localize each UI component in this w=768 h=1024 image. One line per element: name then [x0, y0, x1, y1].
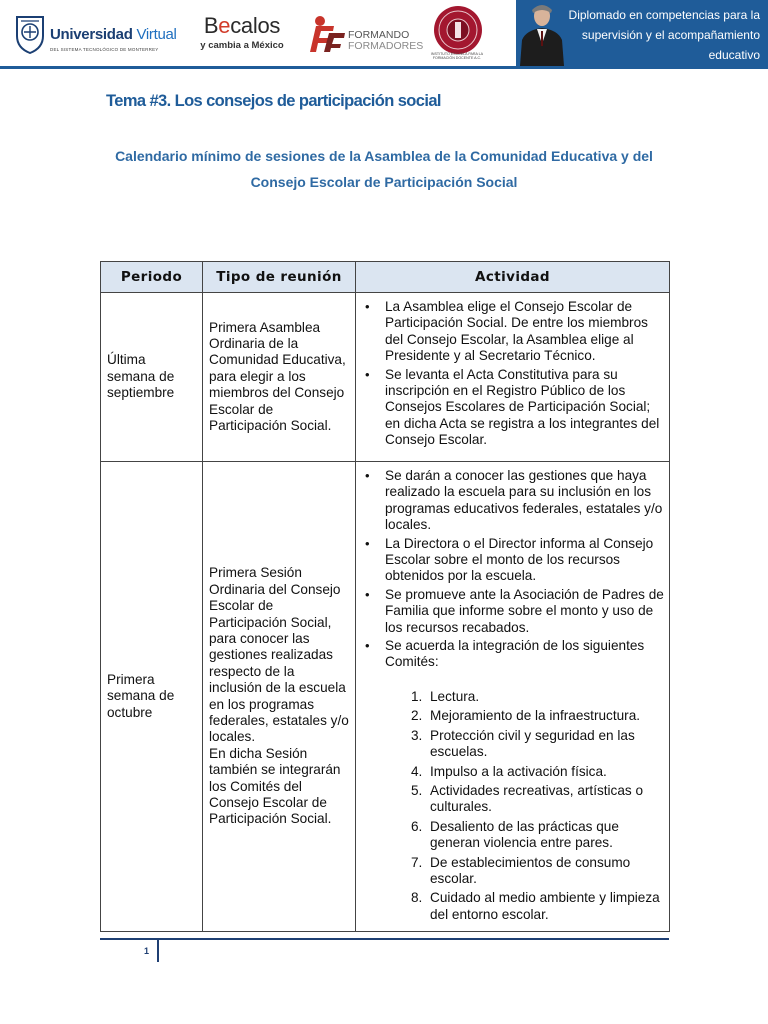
uv-wordmark: Universidad Virtual: [50, 26, 177, 43]
committee-item: 3. Protección civil y seguridad en las escuelas.: [411, 727, 635, 760]
table-row: [101, 293, 670, 462]
activity-item: • Se levanta el Acta Constitutiva para su inscripción en el Registro Público de los Consejos Escolares de Participación Social; en dicha Acta se registra a los integrantes del Consejo Escolar.: [362, 367, 665, 449]
committees-list: [385, 689, 665, 923]
diplomado-banner: [516, 0, 768, 66]
table-row: [101, 462, 670, 932]
activity-list: [362, 299, 665, 449]
activity-list: [362, 468, 665, 923]
activity-item: • La Asamblea elige el Consejo Escolar de Participación Social. De entre los miembros del Consejo Escolar, la Asamblea elige al Presidente y al Secretario Técnico.: [362, 299, 665, 365]
cell-periodo: Última semana de septiembre: [101, 293, 203, 462]
universidad-virtual-logo: [14, 14, 182, 58]
cell-actividad: [356, 462, 670, 932]
header-tipo-reunion: Tipo de reunión: [203, 262, 356, 293]
ff-wordmark: FORMANDO FORMADORES: [348, 29, 424, 52]
header-periodo: Periodo: [101, 262, 203, 293]
table-header-row: [101, 262, 670, 293]
cell-tipo-reunion: [203, 462, 356, 932]
institute-seal-caption: INSTITUTO ESCUELA PARA LA FORMACIÓN DOCENTE A.C.: [430, 52, 484, 61]
cell-periodo: Primera semana de octubre: [101, 462, 203, 932]
becalos-tagline: y cambia a México: [200, 40, 284, 51]
topic-title: Tema #3. Los consejos de participación social: [106, 92, 441, 110]
university-seal-icon: [14, 14, 46, 54]
activity-item: • Se darán a conocer las gestiones que haya realizado la escuela para su inclusión en los programas educativos federales, estatales y/o locales.: [362, 468, 665, 534]
becalos-wordmark: Becalos: [203, 13, 281, 38]
committee-item: 6. Desaliento de las prácticas que generan violencia entre pares.: [411, 818, 619, 851]
footer-divider: [100, 938, 669, 940]
tipo-reunion-extra: En dicha Sesión también se integrarán los Comités del Consejo Escolar de Participación Social.: [209, 745, 341, 827]
committee-item: 4. Impulso a la activación física.: [411, 763, 607, 779]
tipo-reunion-text: Primera Sesión Ordinaria del Consejo Escolar de Participación Social, para conocer las gestiones realizadas respecto de la inclusión de la escuela en los programas federales, estatales y/o locales.: [209, 565, 349, 745]
formando-formadores-logo: [304, 12, 424, 56]
becalos-logo: [196, 12, 288, 58]
page-number: 1: [144, 946, 150, 956]
header-divider: [0, 66, 768, 69]
header-actividad: Actividad: [356, 262, 670, 293]
banner-title: Diplomado en competencias para la supervisión y el acompañamiento educativo: [568, 8, 760, 62]
activity-item: [362, 638, 665, 923]
cell-actividad: [356, 293, 670, 462]
page-number-separator: [157, 940, 159, 962]
uv-tagline: DEL SISTEMA TECNOLÓGICO DE MONTERREY: [50, 47, 159, 52]
committees-intro: Se acuerda la integración de los siguientes Comités:: [385, 638, 645, 670]
table-subtitle: Calendario mínimo de sesiones de la Asamblea de la Comunidad Educativa y del Consejo Escolar de Participación Social: [115, 148, 653, 190]
committee-item: 8. Cuidado al medio ambiente y limpieza del entorno escolar.: [411, 890, 660, 922]
ff-monogram-icon: [304, 12, 348, 56]
committee-item: 2. Mejoramiento de la infraestructura.: [411, 708, 641, 724]
activity-item: • La Directora o el Director informa al Consejo Escolar sobre el monto de los recursos obtenidos por la escuela.: [362, 536, 665, 585]
sessions-table: [100, 261, 670, 932]
committee-item: 7. De establecimientos de consumo escolar.: [411, 854, 631, 886]
activity-item: • Se promueve ante la Asociación de Padres de Familia que informe sobre el monto y uso de los recursos recabados.: [362, 587, 665, 636]
page-header: [0, 0, 768, 68]
committee-item: 5. Actividades recreativas, artísticas o culturales.: [411, 782, 644, 815]
committee-item: 1. Lectura.: [411, 688, 480, 704]
cell-tipo-reunion: Primera Asamblea Ordinaria de la Comunidad Educativa, para elegir a los miembros del Consejo Escolar de Participación Social.: [203, 293, 356, 462]
